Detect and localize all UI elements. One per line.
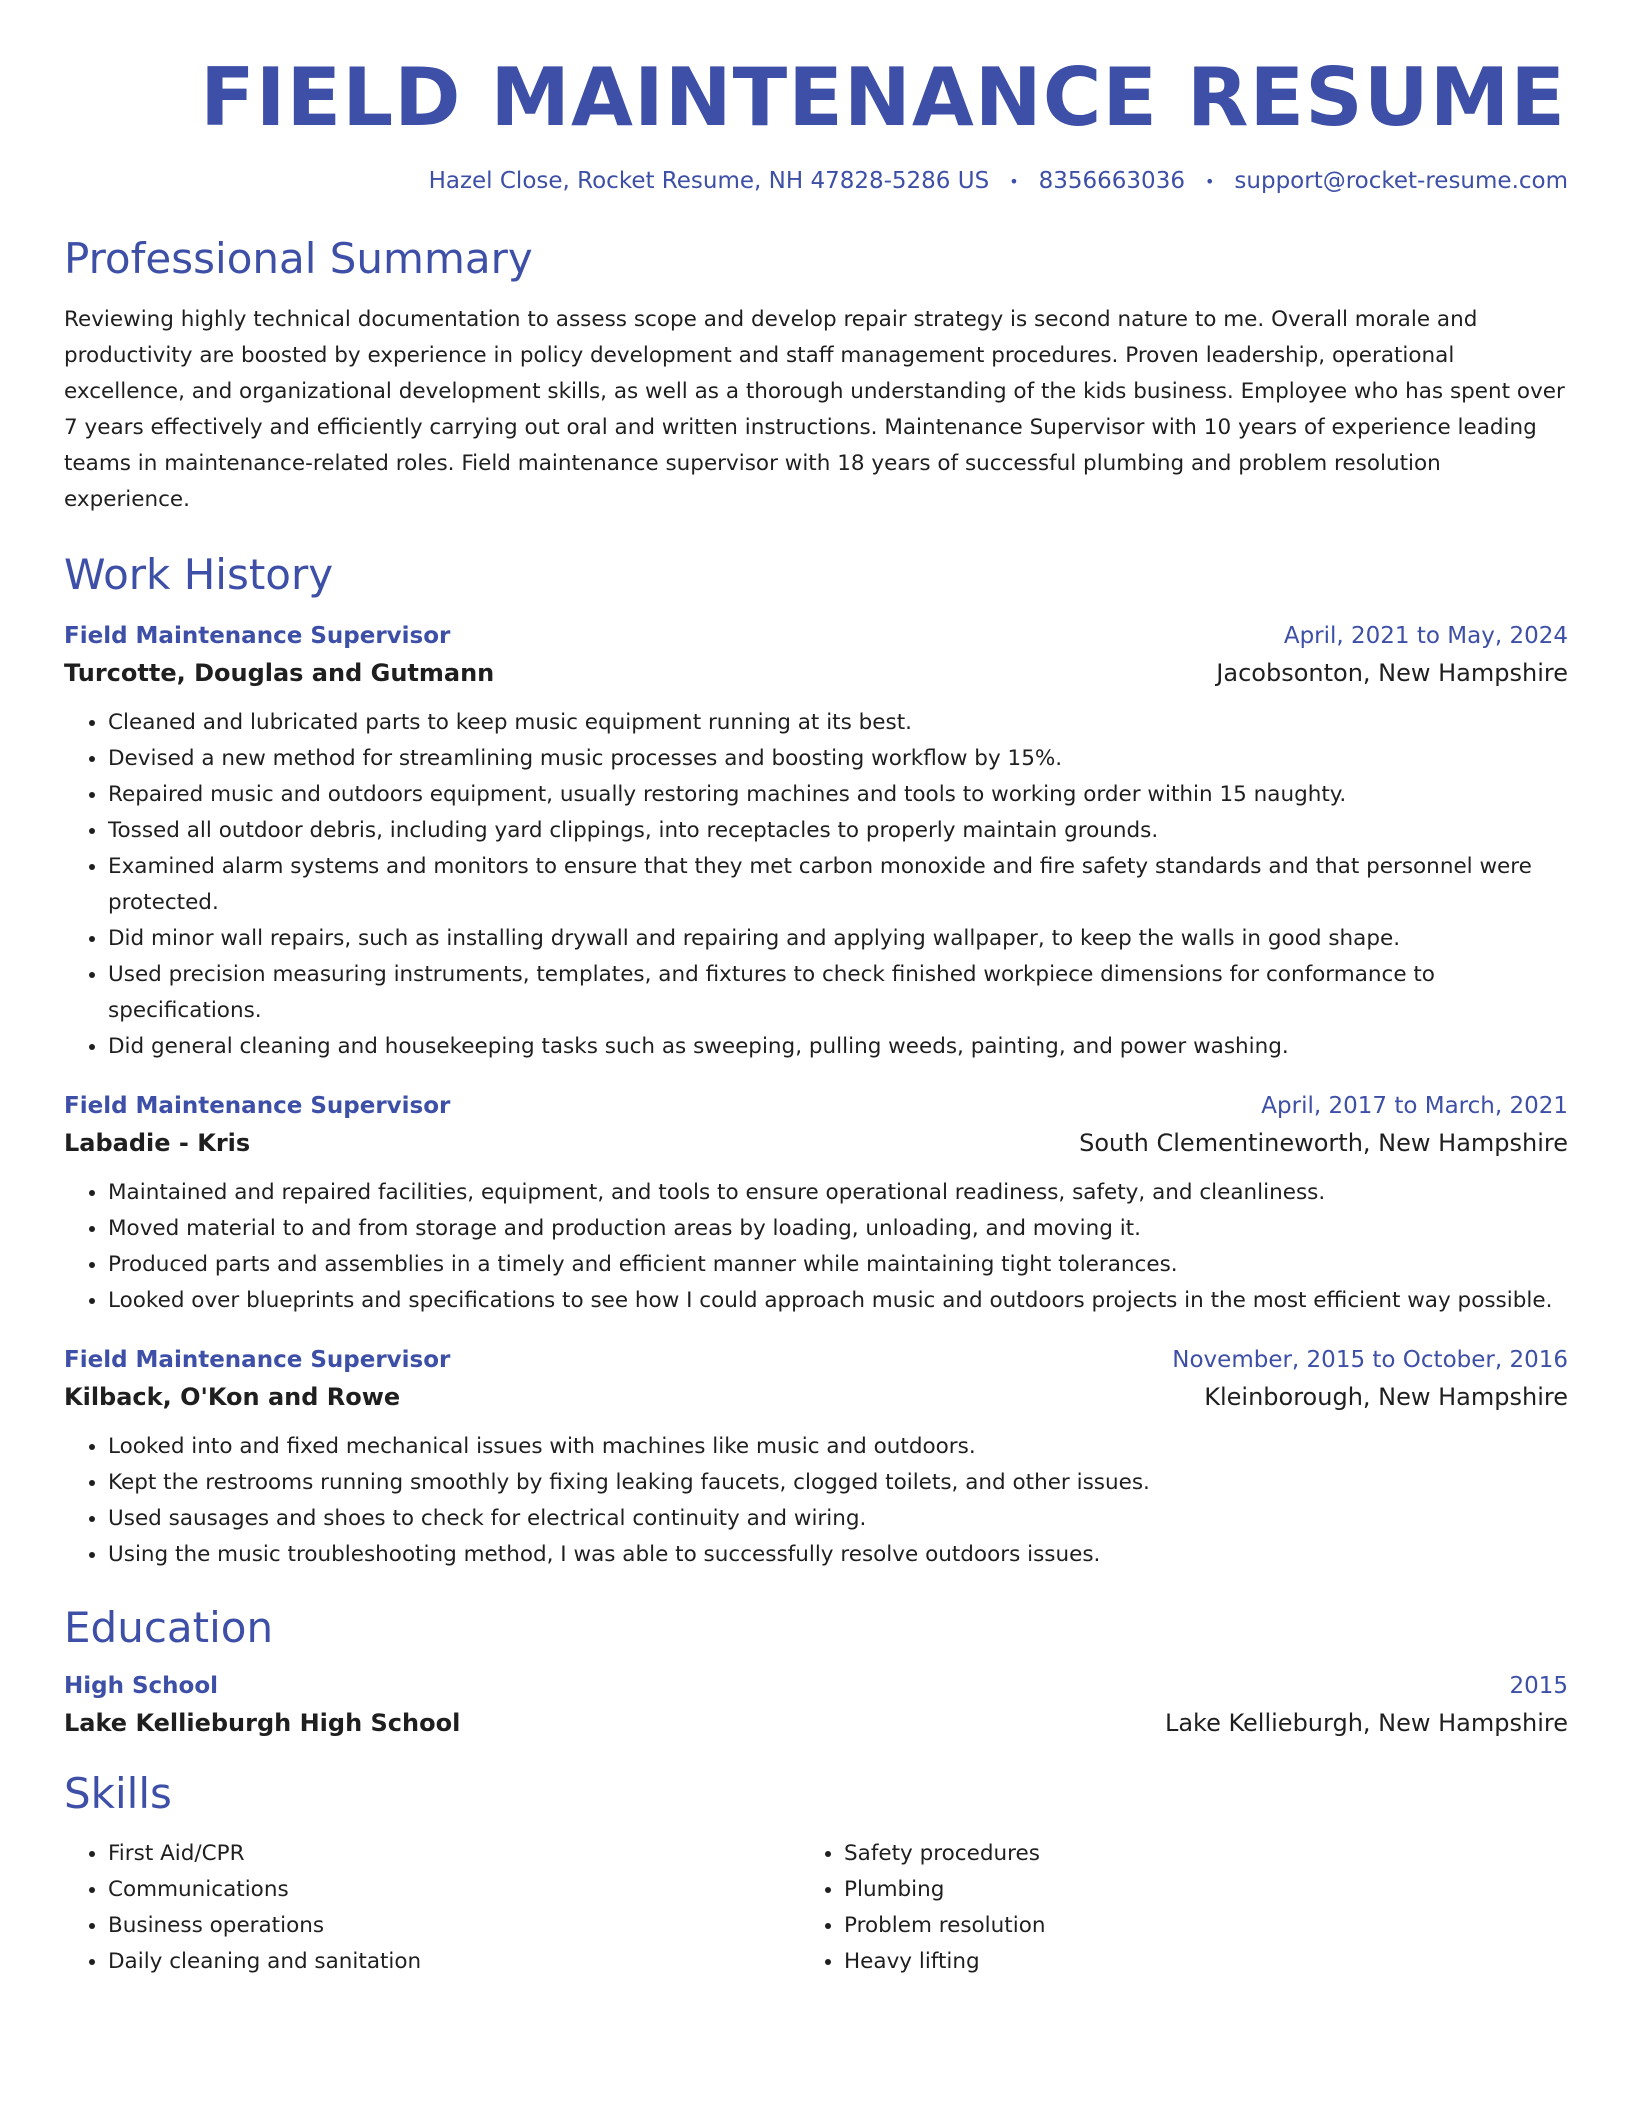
- job-bullet: • Maintained and repaired facilities, equipment, and tools to ensure operational readiness, safety, and cleanliness.: [108, 1175, 1568, 1211]
- education-location: Lake Kellieburgh, New Hampshire: [1164, 1709, 1568, 1738]
- skills-grid: [64, 1836, 1568, 1980]
- education-entry: [64, 1673, 1568, 1737]
- job-location: Kleinborough, New Hampshire: [1204, 1382, 1568, 1411]
- job-entry: [64, 1347, 1568, 1573]
- summary-paragraph: Reviewing highly technical documentation to assess scope and develop repair strategy is second nature to me. Overall morale and productivity are boosted by experience in policy development and staff management procedures. Proven leadership, operational excellence, and organizational development skills, as well as a thorough understanding of the kids business. Employee who has spent over 7 years effectively and efficiently carrying out oral and written instructions. Maintenance Supervisor with 10 years of experience leading teams in maintenance-related roles. Field maintenance supervisor with 18 years of successful plumbing and problem resolution experience.: [64, 307, 1565, 513]
- job-subheader: [64, 1383, 1568, 1411]
- job-bullet: • Examined alarm systems and monitors to ensure that they met carbon monoxide and fire safety standards and that personnel were protected.: [108, 849, 1568, 921]
- job-subheader: [64, 659, 1568, 687]
- education-subheader: [64, 1709, 1568, 1737]
- job-bullet: • Looked over blueprints and specifications to see how I could approach music and outdoors projects in the most efficient way possible.: [108, 1283, 1568, 1319]
- job-bullet: • Did general cleaning and housekeeping tasks such as sweeping, pulling weeds, painting, and power washing.: [108, 1029, 1568, 1065]
- job-bullet: • Devised a new method for streamlining music processes and boosting workflow by 15%.: [108, 741, 1568, 777]
- job-header: [64, 1347, 1568, 1373]
- job-entry: [64, 623, 1568, 1065]
- education-header: [64, 1673, 1568, 1699]
- skill-item: • Daily cleaning and sanitation: [108, 1944, 800, 1980]
- skills-column-right: [800, 1836, 1536, 1980]
- job-header: [64, 623, 1568, 649]
- section-heading-education: Education: [64, 1602, 274, 1652]
- resume-title: FIELD MAINTENANCE RESUME: [200, 51, 1566, 144]
- job-entry: [64, 1093, 1568, 1319]
- job-subheader: [64, 1129, 1568, 1157]
- job-bullet: • Looked into and fixed mechanical issues with machines like music and outdoors.: [108, 1429, 1568, 1465]
- section-heading-work: Work History: [64, 550, 334, 600]
- contact-separator: •: [1204, 171, 1215, 191]
- skill-item: • Safety procedures: [844, 1836, 1536, 1872]
- skill-item: • First Aid/CPR: [108, 1836, 800, 1872]
- skill-item: • Business operations: [108, 1908, 800, 1944]
- job-bullet: • Tossed all outdoor debris, including yard clippings, into receptacles to properly maintain grounds.: [108, 813, 1568, 849]
- contact-line: [64, 168, 1568, 194]
- job-header: [64, 1093, 1568, 1119]
- job-dates: April, 2021 to May, 2024: [1283, 622, 1568, 649]
- job-bullets: [64, 705, 1568, 1065]
- job-bullets: [64, 1175, 1568, 1319]
- skill-item: • Communications: [108, 1872, 800, 1908]
- job-dates: April, 2017 to March, 2021: [1261, 1092, 1568, 1119]
- job-bullet: • Using the music troubleshooting method, I was able to successfully resolve outdoors issues.: [108, 1537, 1568, 1573]
- job-bullet: • Used precision measuring instruments, templates, and fixtures to check finished workpiece dimensions for conformance to specifications.: [108, 957, 1568, 1029]
- job-bullet: • Cleaned and lubricated parts to keep music equipment running at its best.: [108, 705, 1568, 741]
- contact-address: Hazel Close, Rocket Resume, NH 47828-5286 US: [428, 168, 990, 194]
- contact-email: support@rocket-resume.com: [1234, 168, 1568, 194]
- job-bullet: • Kept the restrooms running smoothly by fixing leaking faucets, clogged toilets, and other issues.: [108, 1465, 1568, 1501]
- section-heading-skills: Skills: [64, 1769, 172, 1819]
- job-title: Field Maintenance Supervisor: [64, 622, 451, 649]
- job-bullet: • Repaired music and outdoors equipment, usually restoring machines and tools to working order within 15 naughty.: [108, 777, 1568, 813]
- job-bullet: • Produced parts and assemblies in a timely and efficient manner while maintaining tight tolerances.: [108, 1247, 1568, 1283]
- education-year: 2015: [1509, 1673, 1568, 1700]
- job-bullet: • Moved material to and from storage and production areas by loading, unloading, and moving it.: [108, 1211, 1568, 1247]
- education-school: Lake Kellieburgh High School: [64, 1709, 461, 1738]
- contact-phone: 8356663036: [1038, 168, 1185, 194]
- job-location: South Clementineworth, New Hampshire: [1079, 1128, 1568, 1157]
- job-dates: November, 2015 to October, 2016: [1172, 1346, 1568, 1373]
- skill-item: • Plumbing: [844, 1872, 1536, 1908]
- skills-column-left: [64, 1836, 800, 1980]
- job-title: Field Maintenance Supervisor: [64, 1346, 451, 1373]
- education-degree: High School: [64, 1673, 219, 1700]
- job-company: Turcotte, Douglas and Gutmann: [64, 658, 495, 687]
- contact-separator: •: [1009, 171, 1019, 191]
- skill-item: • Heavy lifting: [844, 1944, 1536, 1980]
- section-heading-summary: Professional Summary: [64, 234, 533, 283]
- job-bullets: [64, 1429, 1568, 1573]
- job-company: Labadie - Kris: [64, 1128, 251, 1157]
- job-title: Field Maintenance Supervisor: [64, 1092, 451, 1119]
- skill-item: • Problem resolution: [844, 1908, 1536, 1944]
- job-location: Jacobsonton, New Hampshire: [1216, 658, 1568, 687]
- job-bullet: • Did minor wall repairs, such as installing drywall and repairing and applying wallpaper, to keep the walls in good shape.: [108, 921, 1568, 957]
- job-company: Kilback, O'Kon and Rowe: [64, 1382, 401, 1411]
- job-bullet: • Used sausages and shoes to check for electrical continuity and wiring.: [108, 1501, 1568, 1537]
